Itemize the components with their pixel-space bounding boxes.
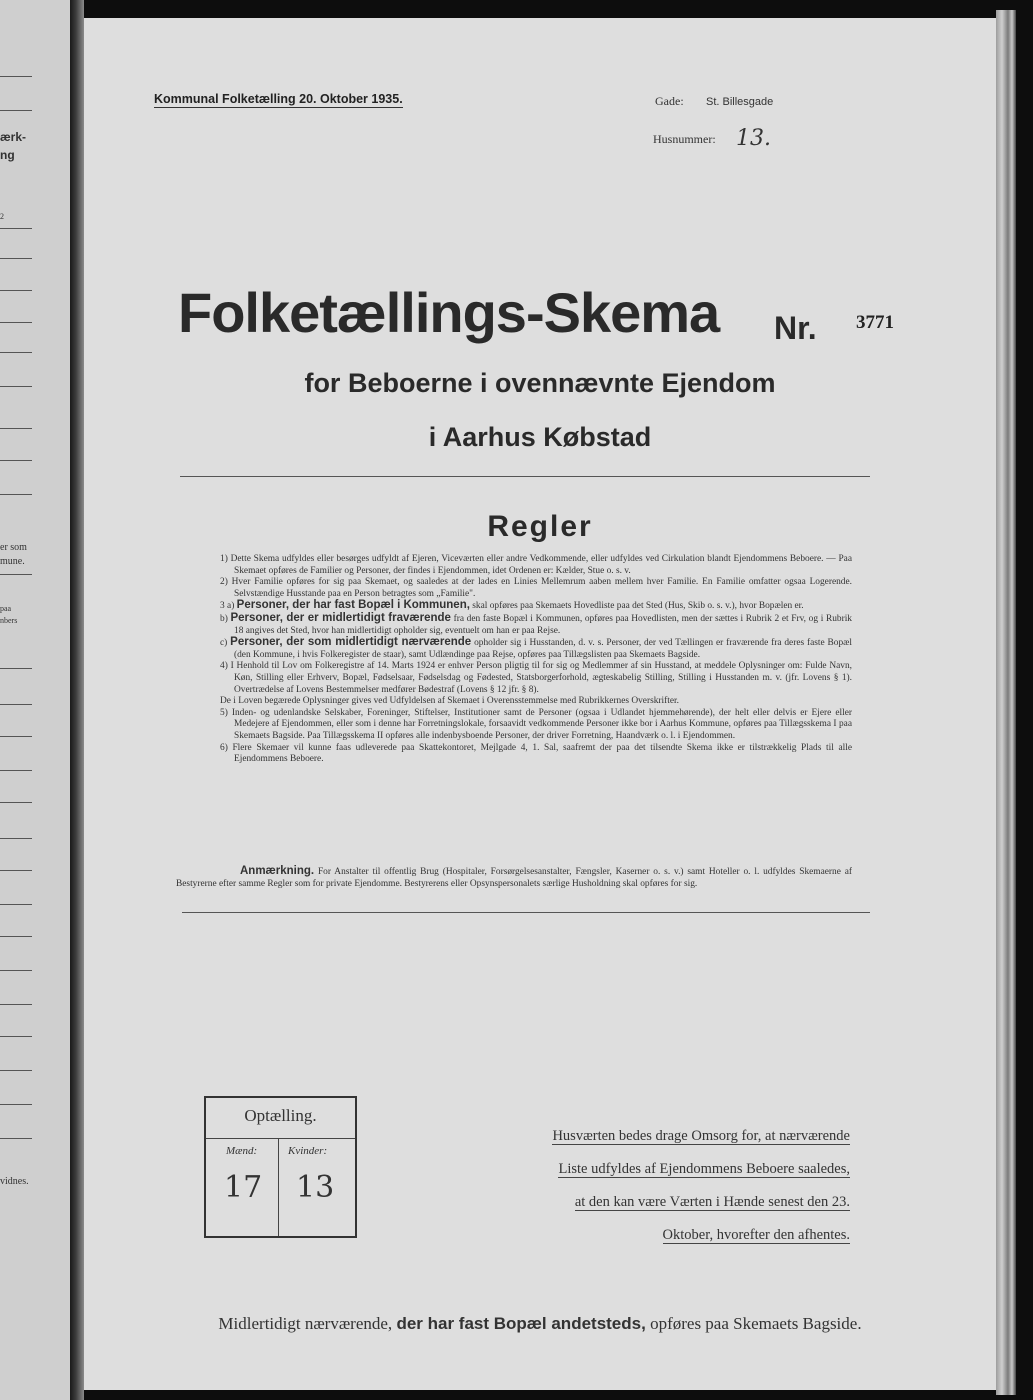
divider (182, 912, 870, 913)
left-page-rule (0, 386, 32, 387)
left-facing-page (0, 0, 70, 1400)
rule-3b (176, 613, 852, 637)
left-page-rule (0, 76, 32, 77)
rule-6: 6) Flere Skemaer vil kunne faas udleverede paa Skattekontoret, Mejlgade 4, 1. Sal, saafremt der paa det tilsendte Skema ikke er tilstrækkelig Plads til alle Ejendommens Beboere. (220, 742, 852, 765)
left-page-rule (0, 322, 32, 323)
left-page-rule (0, 460, 32, 461)
left-page-rule (0, 1104, 32, 1105)
street-value: St. Billesgade (706, 96, 774, 108)
women-label: Kvinder: (288, 1145, 328, 1157)
left-page-rule (0, 574, 32, 575)
left-page-rule (0, 838, 32, 839)
form-number-stamp: 3771 (856, 312, 894, 333)
rule-3b-body: fra den faste Bopæl i Kommunen, opføres paa Hovedlisten, men der sættes i Rubrik 2 et Frv, og i Rubrik 18 angives det Sted, hvor han midlertidigt opholder sig, eventuelt om han er paa Rejse. (234, 613, 852, 636)
notice-line: at den kan være Værten i Hænde senest den 23. (574, 1194, 850, 1210)
left-page-rule (0, 770, 32, 771)
left-page-text: paa (0, 604, 12, 613)
left-page-text: er som (0, 542, 27, 553)
footer-part: opføres paa Skemaets Bagside. (650, 1314, 862, 1333)
rule-3c-prefix: c) (220, 638, 228, 649)
landlord-notice (510, 1120, 850, 1252)
footer-part-bold: der har fast Bopæl andetsteds, (396, 1314, 646, 1333)
left-page-rule (0, 228, 32, 229)
census-form-page (84, 18, 996, 1390)
left-page-rule (0, 1070, 32, 1071)
notice-line: Husværten bedes drage Omsorg for, at nærværende (552, 1128, 850, 1144)
notice-line: Oktober, hvorefter den afhentes. (662, 1227, 850, 1243)
left-page-rule (0, 258, 32, 259)
rule-3c-heading: Personer, der som midlertidigt nærværende (230, 636, 472, 649)
form-subtitle: for Beboerne i ovennævnte Ejendom (304, 368, 776, 398)
remark (176, 866, 852, 890)
rule-5: 5) Inden- og udenlandske Selskaber, Foreninger, Stiftelser, Institutioner samt de Personer (ogsaa i Udlandet hjemmehørende), der helt eller delvis er Ejere eller Medejere af Ejendommen, eller som i denne har Forretningslokale, forsaavidt vedkommende Personer ikke bor i Aarhus Kommune, opføres paa Tillægsskema I paa Skemaets Bagside. Paa Tillægsskema II opføres alle indenbysboende Personer, der driver Forretning, Haandværk o. l. i Ejendommen. (220, 707, 852, 741)
women-count: 13 (296, 1170, 335, 1205)
left-page-text: vidnes. (0, 1176, 29, 1187)
count-box-divider (206, 1138, 355, 1139)
footer-note (84, 1314, 996, 1334)
remark-label: Anmærkning. (240, 865, 315, 877)
left-page-text: ærk- (0, 130, 27, 144)
rule-2: 2) Hver Familie opføres for sig paa Skemaet, og saaledes at der lades en Linies Mellemrum aaben mellem hver Familie. En Familie omfatter ogsaa Logerende. Selvstændige Husstande paa en Person betragtes som „Familie". (220, 577, 852, 599)
form-number-label: Nr. (774, 310, 817, 346)
left-page-rule (0, 1138, 32, 1139)
left-page-text: 2 (0, 212, 4, 221)
rule-1: 1) Dette Skema udfyldes eller besørges udfyldt af Ejeren, Viceværten eller andre Vedkommende, eller udfyldes ved Cirkulation blandt Ejendommens Beboere. — Paa Skemaet opføres de Familier og Personer, der findes i Ejendommen, idet Ordenen er: Kælder, Stue o. s. v. (220, 554, 852, 576)
rule-3a-body: skal opføres paa Skemaets Hovedliste paa det Sted (Hus, Skib o. s. v.), hvor Bopælen er. (472, 601, 804, 612)
count-box-divider (278, 1138, 279, 1236)
left-page-rule (0, 870, 32, 871)
rule-4: 4) I Henhold til Lov om Folkeregistre af 14. Marts 1924 er enhver Person pligtig til for sig og Medlemmer af sin Husstand, at meddele Oplysninger om: Fulde Navn, Køn, Stilling eller Erhverv, Bopæl, Fødselsaar, Fødselsdag og Fødested, Statsborgerforhold, ægteskabelig Stilling, Stilling i Husstanden m. v. (jfr. Lovens § 1). Overtrædelse af Lovens Bestemmelser medfører Bødestraf (Lovens § 12 jfr. § 8). (220, 661, 852, 695)
left-page-rule (0, 428, 32, 429)
left-page-rule (0, 704, 32, 705)
remark-text: For Anstalter til offentlig Brug (Hospitaler, Forsørgelsesanstalter, Fængsler, Kaserner o. s. v.) samt Hoteller o. l. udfyldes Skemaerne af Bestyrerne efter samme Regler som for private Ejendomme. Bestyrerens eller Opsynspersonalets særlige Husholdning skal opføres for sig. (176, 867, 853, 889)
book-gutter (70, 0, 84, 1400)
left-page-rule (0, 802, 32, 803)
count-box-title: Optælling. (244, 1106, 317, 1125)
left-page-text: nbers (0, 616, 18, 625)
left-page-rule (0, 352, 32, 353)
notice-line: Liste udfyldes af Ejendommens Beboere saaledes, (558, 1161, 850, 1177)
street-label: Gade: (655, 94, 684, 108)
count-box (204, 1096, 357, 1238)
left-page-rule (0, 736, 32, 737)
form-location: i Aarhus Købstad (428, 422, 652, 452)
rules-heading: Regler (487, 510, 593, 543)
left-page-rule (0, 1004, 32, 1005)
house-number-label: Husnummer: (653, 132, 716, 146)
left-page-rule (0, 904, 32, 905)
left-page-rule (0, 936, 32, 937)
left-page-rule (0, 668, 32, 669)
men-count: 17 (224, 1170, 263, 1205)
page-stack-edge (996, 10, 1016, 1395)
census-header: Kommunal Folketælling 20. Oktober 1935. (154, 92, 403, 106)
rule-3b-prefix: b) (220, 613, 228, 624)
left-page-rule (0, 110, 32, 111)
rule-3a-prefix: 3 a) (220, 601, 235, 612)
left-page-text: mune. (0, 556, 25, 567)
house-number-value: 13. (736, 126, 771, 151)
men-label: Mænd: (226, 1145, 258, 1157)
rules-text (176, 554, 852, 766)
left-page-text: ng (0, 148, 15, 162)
rule-3c (176, 637, 852, 661)
rule-3b-heading: Personer, der er midlertidigt fraværende (230, 611, 451, 624)
left-page-rule (0, 290, 32, 291)
rule-3c-body: opholder sig i Husstanden, d. v. s. Personer, der ved Tællingen er fraværende fra deres faste Bopæl (den Kommune, i hvis Folkeregister de staar), samt Udlændinge paa Rejse, opføres paa Tillægslisten paa Skemaets Bagside. (234, 638, 853, 660)
left-page-rule (0, 970, 32, 971)
left-page-rule (0, 1036, 32, 1037)
rule-3a-heading: Personer, der har fast Bopæl i Kommunen, (236, 599, 470, 612)
divider (180, 476, 870, 477)
footer-part: Midlertidigt nærværende, (218, 1314, 393, 1333)
form-title: Folketællings-Skema (178, 281, 720, 344)
left-page-rule (0, 494, 32, 495)
rule-4-note: De i Loven begærede Oplysninger gives ved Udfyldelsen af Skemaet i Overensstemmelse med Rubrikkernes Overskrifter. (220, 696, 679, 707)
